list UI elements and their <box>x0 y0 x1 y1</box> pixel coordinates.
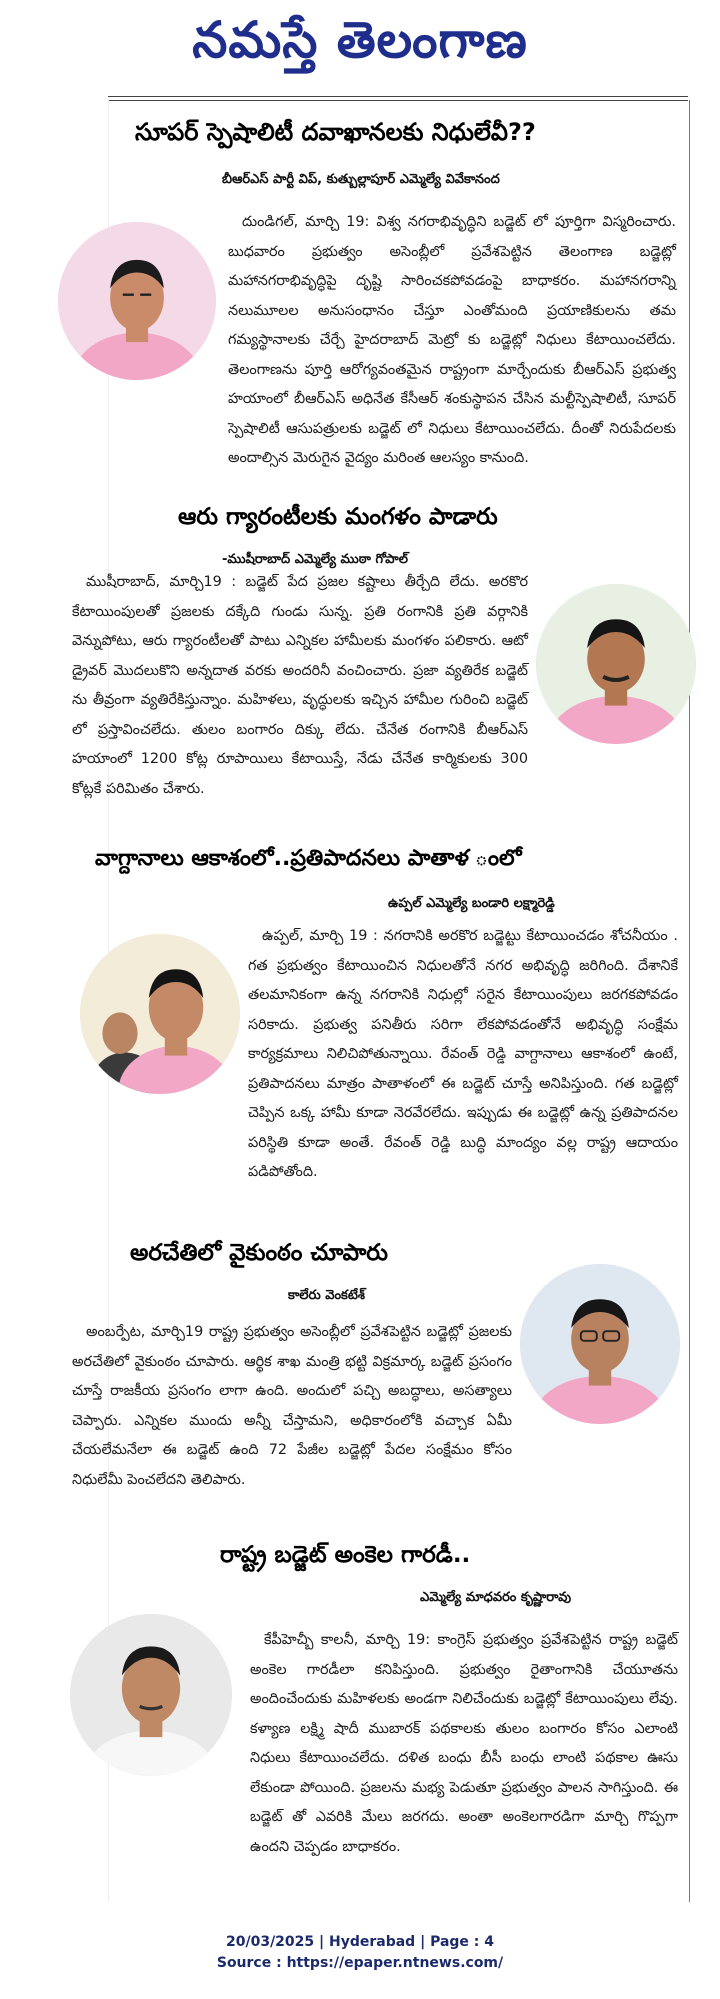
article-1-photo <box>58 222 216 380</box>
article-5-body: కేపీహెచ్బీ కాలనీ, మార్చి 19: కాంగ్రెస్ ప్రభుత్వం ప్రవేశపెట్టిన రాష్ట్ర బడ్జెట్ అంకెల గారడీలా కనిపిస్తుంది. ప్రభుత్వం రైతాంగానికి చేయూతను అందించేందుకు మహిళలకు అండగా నిలిచేందుకు బడ్జెట్లో కేటాయింపులు లేవు. కళ్యాణ లక్ష్మి షాదీ ముబారక్ పథకాలకు తులం బంగారం కోసం ఎలాంటి నిధులు కేటాయించలేదు. దళిత బంధు బీసీ బంధు లాంటి పథకాల ఊసు లేకుండా పోయింది. ప్రజలను మభ్య పెడుతూ ప్రభుత్వం పాలన సాగిస్తుంది. ఈ బడ్జెట్ తో ఎవరికి మేలు జరగదు. అంతా అంకెలగారడిగా మార్చి గొప్పగా ఉందని చెప్పడం బాధాకరం. <box>250 1632 678 1855</box>
article-2-body: ముషీరాబాద్, మార్చి19 : బడ్జెట్ పేద ప్రజల కష్టాలు తీర్చేది లేదు. అరకొర కేటాయింపులతో ప్రజలకు దక్కేది గుండు సున్న. ప్రతి రంగానికి ప్రతి వర్గానికి వెన్నుపోటు, ఆరు గ్యారంటీలతో పాటు ఎన్నికల హామీలకు మంగళం పలికారు. ఆటో డ్రైవర్ మొదలుకొని అన్నదాత వరకు అందరినీ వంచించారు. ప్రజా వ్యతిరేక బడ్జెట్ ను తీవ్రంగా వ్యతిరేకిస్తున్నాం. మహిళలు, వృద్ధులకు ఇచ్చిన హామీల గురించి బడ్జెట్ లో ప్రస్తావించలేదు. తులం బంగారం దిక్కు లేదు. చేనేత రంగానికి బీఆర్ఎస్ హయాంలో 1200 కోట్ల రూపాయిలు కేటాయిస్తే, నేడు చేనేత కార్మికులకు 300 కోట్లకే పరిమితం చేశారు. <box>72 574 528 797</box>
article-5-byline: ఎమ్మెల్యే మాధవరం కృష్ణారావు <box>420 1590 572 1605</box>
article-2-photo <box>536 584 696 744</box>
portrait-icon <box>520 1264 680 1424</box>
article-4-photo <box>520 1264 680 1424</box>
portrait-icon <box>536 584 696 744</box>
article-4-body: అంబర్పేట, మార్చి19 రాష్ట్ర ప్రభుత్వం అసెంబ్లీలో ప్రవేశపెట్టిన బడ్జెట్లో ప్రజలకు అరచేతిలో వైకుంఠం చూపారు. ఆర్థిక శాఖ మంత్రి భట్టి విక్రమార్క బడ్జెట్ ప్రసంగం చూస్తే రాజకీయ ప్రసంగం లాగా ఉంది. అందులో పచ్చి అబద్ధాలు, అసత్యాలు చెప్పారు. ఎన్నికల ముందు అన్నీ చేస్తామని, అధికారంలోకి వచ్చాక ఏమీ చేయలేమనేలా ఈ బడ్జెట్ ఉంది 72 పేజీల బడ్జెట్లో పేదల సంక్షేమం కోసం నిధులేమీ పెంచలేదని తెలిపారు. <box>72 1324 512 1488</box>
article-4-byline: కాలేరు వెంకటేశ్ <box>288 1288 366 1303</box>
article-5-headline: రాష్ట్ర బడ్జెట్ అంకెల గారడీ.. <box>220 1542 471 1568</box>
portrait-icon <box>70 1614 232 1776</box>
footer-dateline: 20/03/2025 | Hyderabad | Page : 4 <box>225 1934 495 1950</box>
article-1-body: దుండిగల్, మార్చి 19: విశ్వ నగరాభివృద్ధిని బడ్జెట్ లో పూర్తిగా విస్మరించారు. బుధవారం ప్రభుత్వం అసెంబ్లీలో ప్రవేశపెట్టిన తెలంగాణ బడ్జెట్లో మహానగరాభివృద్ధిపై దృష్టి సారించకపోవడంపై బాధాకరం. మహానగరాన్ని నలుమూలల అనుసంధానం చేస్తూ ఎంతోమంది ప్రయాణికులను తమ గమ్యస్థానాలకు చేర్చే హైదరాబాద్ మెట్రో కు బడ్జెట్లో నిధులు కేటాయించలేదు. తెలంగాణను పూర్తి ఆరోగ్యవంతమైన రాష్ట్రంగా మార్చేందుకు బీఆర్ఎస్ ప్రభుత్వ హయాంలో బీఆర్ఎస్ అధినేత కేసీఆర్ శంకుస్థాపన చేసిన మల్టీస్పెషాలిటీ, సూపర్ స్పెషాలిటీ ఆసుపత్రులకు బడ్జెట్ లో నిధులు కేటాయించలేదు. దీంతో నిరుపేదలకు అందాల్సిన మెరుగైన వైద్యం మరింత ఆలస్యం కానుంది. <box>228 214 676 466</box>
masthead <box>0 0 720 92</box>
portrait-icon <box>58 222 216 380</box>
article-2-byline: -ముషీరాబాద్ ఎమ్మెల్యే ముఠా గోపాల్ <box>222 552 408 567</box>
masthead-title: నమస్తే తెలంగాణ <box>192 10 528 69</box>
article-1-byline: బీఆర్ఎస్ పార్టీ విప్, కుత్బుల్లాపూర్ ఎమ్మెల్యే వివేకానంద <box>222 172 500 187</box>
article-3-headline: వాగ్దానాలు ఆకాశంలో..ప్రతిపాదనలు పాతాళ ంలో <box>95 846 522 871</box>
article-3-byline: ఉప్పల్ ఎమ్మెల్యే బండారి లక్ష్మారెడ్డి <box>388 896 555 911</box>
article-4-headline: అరచేతిలో వైకుంఠం చూపారు <box>130 1240 388 1266</box>
footer-source: Source : https://epaper.ntnews.com/ <box>216 1955 504 1971</box>
article-1-headline: సూపర్ స్పెషాలిటీ దవాఖానలకు నిధులేవీ?? <box>135 118 536 146</box>
article-2-headline: ఆరు గ్యారంటీలకు మంగళం పాడారు <box>178 504 498 530</box>
article-3-body: ఉప్పల్, మార్చి 19 : నగరానికి అరకొర బడ్జెట్టు కేటాయించడం శోచనీయం . గత ప్రభుత్వం కేటాయించిన నిధులతోనే నగర అభివృద్ధి జరిగింది. దేశానికే తలమానికంగా ఉన్న నగరానికి నిధుల్లో సరైన కేటాయింపులు జరగకపోవడం సరికాదు. ప్రభుత్వ పనితీరు సరిగా లేకపోవడంతోనే అభివృద్ధి సంక్షేమ కార్యక్రమాలు నిలిచిపోతున్నాయి. రేవంత్ రెడ్డి వాగ్దానాలు ఆకాశంలో ఉంటే, ప్రతిపాదనలు మాత్రం పాతాళంలో ఈ బడ్జెట్ చూస్తే అనిపిస్తుంది. గత బడ్జెట్లో చెప్పిన ఒక్క హామీ కూడా నెరవేరలేదు. ఇప్పుడు ఈ బడ్జెట్లో ఉన్న ప్రతిపాదనల పరిస్థితి కూడా అంతే. రేవంత్ రెడ్డి బుద్ధి మాంద్యం వల్ల రాష్ట్ర ఆదాయం పడిపోతోంది. <box>248 928 678 1180</box>
portrait-icon <box>80 934 240 1094</box>
article-5-photo <box>70 1614 232 1776</box>
article-3-photo <box>80 934 240 1094</box>
